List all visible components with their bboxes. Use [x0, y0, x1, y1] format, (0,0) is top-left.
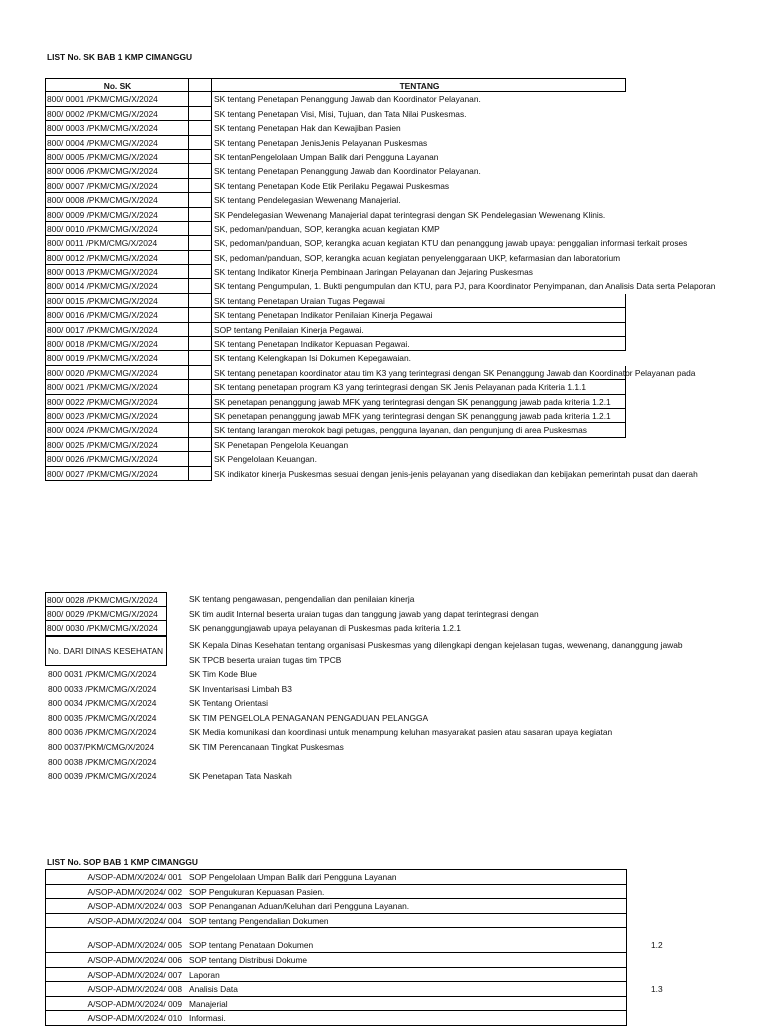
- row-spacer: [189, 136, 212, 150]
- row-spacer: [189, 164, 212, 178]
- sk-number: 800/ 0027 /PKM/CMG/X/2024: [45, 467, 189, 481]
- sk-number: 800/ 0012 /PKM/CMG/X/2024: [45, 251, 189, 265]
- sk-tentang: SK tim audit Internal beserta uraian tugas dan tanggung jawab yang dapat terintegrasi dengan: [189, 608, 539, 619]
- sk-tentang: SK tentang penetapan program K3 yang terintegrasi dengan SK Jenis Pelayanan pada Kriteria 1.1.1: [212, 380, 626, 394]
- sk-tentang: SK tentang larangan merokok bagi petugas, pengguna layanan, dan pengunjung di area Puskesmas: [212, 423, 626, 437]
- sk-number: 800/ 0008 /PKM/CMG/X/2024: [45, 193, 189, 207]
- row-spacer: [189, 121, 212, 135]
- sk-number: 800/ 0013 /PKM/CMG/X/2024: [45, 265, 189, 279]
- sop-tentang: SOP tentang Penataan Dokumen: [185, 928, 627, 953]
- sk-number: 800 0033 /PKM/CMG/X/2024: [48, 683, 157, 694]
- table-row: [45, 870, 627, 885]
- sk-tentang: SK Tentang Orientasi: [189, 698, 268, 709]
- table-row: [45, 899, 627, 914]
- row-spacer: [189, 265, 212, 279]
- sk-tentang: SK tentang Pendelegasian Wewenang Manajerial.: [214, 195, 401, 206]
- sk-tentang: SK tentang Penetapan Indikator Kepuasan Pegawai.: [212, 337, 626, 351]
- sk-tentang: SK tentang Penetapan Uraian Tugas Pegawai: [212, 294, 626, 308]
- sk-number: 800/ 0016 /PKM/CMG/X/2024: [45, 308, 189, 322]
- side-note-1: 1.2: [651, 940, 663, 950]
- row-spacer: [189, 236, 212, 250]
- table-row: [45, 997, 627, 1012]
- row-spacer: [189, 380, 212, 394]
- sop-tentang: SOP Penanganan Aduan/Keluhan dari Pengguna Layanan.: [185, 899, 627, 914]
- row-spacer: [189, 150, 212, 164]
- sk-number: 800/ 0024 /PKM/CMG/X/2024: [45, 423, 189, 437]
- sk-tentang: SK tentang Penetapan Penanggung Jawab dan Koordinator Pelayanan.: [214, 94, 481, 105]
- sk-tentang: SK tentanPengelolaan Umpan Balik dari Pengguna Layanan: [214, 151, 439, 162]
- row-spacer: [189, 193, 212, 207]
- sk-number: 800/ 0023 /PKM/CMG/X/2024: [45, 409, 189, 423]
- sop-tentang: Informasi.: [185, 1011, 627, 1026]
- sk-number: 800 0031 /PKM/CMG/X/2024: [48, 669, 157, 679]
- row-spacer: [189, 409, 212, 423]
- sk-tentang: SK penanggungjawab upaya pelayanan di Puskesmas pada kriteria 1.2.1: [189, 623, 461, 633]
- sop-number: A/SOP-ADM/X/2024/ 008: [45, 982, 185, 997]
- sk-tentang: SK tentang penetapan koordinator atau tim K3 yang terintegrasi dengan SK Penanggung Jawab dan Koordinator Pelayanan pada: [212, 366, 626, 380]
- sop-number: A/SOP-ADM/X/2024/ 009: [45, 997, 185, 1012]
- sk-number: 800/ 0002 /PKM/CMG/X/2024: [45, 107, 189, 121]
- sk-number: 800/ 0011 /PKM/CMG/X/2024: [45, 236, 189, 250]
- sop-tentang: SOP Pengukuran Kepuasan Pasien.: [185, 885, 627, 900]
- sk-tentang: SK tentang Penetapan Penanggung Jawab dan Koordinator Pelayanan.: [214, 166, 481, 177]
- row-spacer: [189, 438, 212, 452]
- sk-tentang: SK tentang Kelengkapan Isi Dokumen Kepegawaian.: [214, 353, 411, 364]
- row-spacer: [189, 467, 212, 481]
- row-spacer: [189, 92, 212, 106]
- dinas-line-2: SK TPCB beserta uraian tugas tim TPCB: [189, 655, 342, 665]
- sk-number: 800/ 0006 /PKM/CMG/X/2024: [45, 164, 189, 178]
- table-row: [45, 1011, 627, 1026]
- table-row: [45, 968, 627, 983]
- sop-tentang: SOP Pengelolaan Umpan Balik dari Pengguna Layanan: [185, 870, 627, 885]
- sk-number: 800 0035 /PKM/CMG/X/2024: [48, 712, 157, 723]
- sk-number: 800/ 0025 /PKM/CMG/X/2024: [45, 438, 189, 452]
- sop-number: A/SOP-ADM/X/2024/ 007: [45, 968, 185, 983]
- row-spacer: [189, 179, 212, 193]
- row-spacer: [189, 251, 212, 265]
- sk-number: 800/ 0015 /PKM/CMG/X/2024: [45, 294, 189, 308]
- sk-number: 800/ 0009 /PKM/CMG/X/2024: [45, 208, 189, 222]
- dinas-label: No. DARI DINAS KESEHATAN: [45, 636, 167, 666]
- sk-tentang: SK tentang pengawasan, pengendalian dan penilaian kinerja: [189, 594, 415, 604]
- sk-tentang: SK tentang Penetapan Visi, Misi, Tujuan, dan Tata Nilai Puskesmas.: [214, 108, 467, 119]
- sk-tentang: SK TIM Perencanaan Tingkat Puskesmas: [189, 742, 344, 752]
- row-spacer: [189, 366, 212, 380]
- row-spacer: [189, 351, 212, 365]
- sop-tentang: SOP tentang Distribusi Dokume: [185, 953, 627, 968]
- sk-number: 800/ 0003 /PKM/CMG/X/2024: [45, 121, 189, 135]
- sk-tentang: SK penetapan penanggung jawab MFK yang terintegrasi dengan SK penanggung jawab pada kriteria 1.2.1: [212, 409, 626, 423]
- sk-tentang: SK tentang Penetapan Hak dan Kewajiban Pasien: [214, 123, 401, 134]
- sk-number: 800/ 0005 /PKM/CMG/X/2024: [45, 150, 189, 164]
- sk-number: 800/ 0018 /PKM/CMG/X/2024: [45, 337, 189, 351]
- row-spacer: [189, 222, 212, 236]
- sk-tentang: SK tentang Penetapan Indikator Penilaian Kinerja Pegawai: [212, 308, 626, 322]
- sk-number: 800/ 0019 /PKM/CMG/X/2024: [45, 351, 189, 365]
- sk-number: 800/ 0029 /PKM/CMG/X/2024: [45, 607, 167, 622]
- row-spacer: [189, 279, 212, 293]
- dinas-line-1: SK Kepala Dinas Kesehatan tentang organisasi Puskesmas yang dilengkapi dengan kejelasan tugas, wewenang, dananggung jawab: [189, 640, 683, 650]
- table-row: [45, 914, 627, 929]
- table-row: [45, 982, 627, 997]
- sop-number: A/SOP-ADM/X/2024/ 001: [45, 870, 185, 885]
- sk-tentang: SK tentang Pengumpulan, 1. Bukti pengumpulan dan KTU, para PJ, para Koordinator Penyimpanan, dan Analisis Data serta Pelaporan: [214, 281, 716, 292]
- sk-number: 800/ 0014 /PKM/CMG/X/2024: [45, 279, 189, 293]
- sk-tentang: SK Penetapan Tata Naskah: [189, 771, 292, 782]
- row-spacer: [189, 294, 212, 308]
- row-spacer: [189, 107, 212, 121]
- sk-number: 800/ 0028 /PKM/CMG/X/2024: [45, 592, 167, 607]
- sop-table: [45, 869, 627, 1026]
- table-row: [45, 885, 627, 900]
- sk-number: 800/ 0022 /PKM/CMG/X/2024: [45, 395, 189, 409]
- header-no-sk: No. SK: [45, 78, 189, 92]
- sk-tentang: SK tentang Indikator Kinerja Pembinaan Jaringan Pelayanan dan Jejaring Puskesmas: [214, 267, 533, 278]
- sop-number: A/SOP-ADM/X/2024/ 005: [45, 928, 185, 953]
- table-row: [45, 928, 627, 953]
- sk-number: 800/ 0001 /PKM/CMG/X/2024: [45, 92, 189, 106]
- sk-tentang: SK Penetapan Pengelola Keuangan: [214, 439, 349, 450]
- sop-list-title: LIST No. SOP BAB 1 KMP CIMANGGU: [47, 857, 198, 867]
- sop-number: A/SOP-ADM/X/2024/ 010: [45, 1011, 185, 1026]
- row-spacer: [189, 308, 212, 322]
- row-spacer: [189, 395, 212, 409]
- sk-number: 800 0036 /PKM/CMG/X/2024: [48, 727, 157, 738]
- sk-number: 800/ 0026 /PKM/CMG/X/2024: [45, 452, 189, 466]
- sk-number: 800/ 0010 /PKM/CMG/X/2024: [45, 222, 189, 236]
- row-spacer: [189, 423, 212, 437]
- sop-number: A/SOP-ADM/X/2024/ 004: [45, 914, 185, 929]
- table-row: [45, 953, 627, 968]
- row-spacer: [189, 208, 212, 222]
- sk-number: 800 0034 /PKM/CMG/X/2024: [48, 698, 157, 709]
- sop-number: A/SOP-ADM/X/2024/ 006: [45, 953, 185, 968]
- sk-number: 800/ 0020 /PKM/CMG/X/2024: [45, 366, 189, 380]
- sk-tentang: SOP tentang Penilaian Kinerja Pegawai.: [212, 323, 626, 337]
- sk-tentang: SK, pedoman/panduan, SOP, kerangka acuan kegiatan KMP: [214, 223, 440, 234]
- sk-number: 800 0037/PKM/CMG/X/2024: [48, 742, 155, 752]
- sk-tentang: SK Pendelegasian Wewenang Manajerial dapat terintegrasi dengan SK Pendelegasian Wewenang Klinis.: [214, 209, 606, 220]
- row-spacer: [189, 337, 212, 351]
- sk-tentang: SK indikator kinerja Puskesmas sesuai dengan jenis-jenis pelayanan yang disediakan dan kebijakan pemerintah pusat dan daerah: [214, 468, 698, 479]
- sop-number: A/SOP-ADM/X/2024/ 003: [45, 899, 185, 914]
- sk-tentang: SK Pengelolaan Keuangan.: [214, 454, 317, 465]
- sk-number: 800/ 0004 /PKM/CMG/X/2024: [45, 136, 189, 150]
- header-tentang: TENTANG: [212, 78, 626, 92]
- sk-number: 800/ 0021 /PKM/CMG/X/2024: [45, 380, 189, 394]
- sk-tentang: SK tentang Penetapan Kode Etik Perilaku Pegawai Puskesmas: [214, 180, 450, 191]
- sk-tentang: SK, pedoman/panduan, SOP, kerangka acuan kegiatan penyelenggaraan UKP, kefarmasian dan laboratorium: [214, 252, 621, 263]
- row-spacer: [189, 452, 212, 466]
- sk-number: 800 0038 /PKM/CMG/X/2024: [48, 756, 157, 767]
- sk-tentang: SK Inventarisasi Limbah B3: [189, 683, 292, 694]
- sop-tentang: SOP tentang Pengendalian Dokumen: [185, 914, 627, 929]
- sk-number: 800/ 0017 /PKM/CMG/X/2024: [45, 323, 189, 337]
- header-spacer: [189, 78, 212, 92]
- sop-tentang: Laporan: [185, 968, 627, 983]
- side-note-2: 1.3: [651, 984, 663, 994]
- sk-tentang: SK tentang Penetapan JenisJenis Pelayanan Puskesmas: [214, 137, 428, 148]
- sop-tentang: Analisis Data: [185, 982, 627, 997]
- sk-number: 800/ 0007 /PKM/CMG/X/2024: [45, 179, 189, 193]
- sk-tentang: SK, pedoman/panduan, SOP, kerangka acuan kegiatan KTU dan penanggung jawab upaya: penggalian informasi terkait proses: [214, 238, 688, 249]
- sop-tentang: Manajerial: [185, 997, 627, 1012]
- sop-number: A/SOP-ADM/X/2024/ 002: [45, 885, 185, 900]
- sk-tentang: SK TIM PENGELOLA PENAGANAN PENGADUAN PELANGGA: [189, 712, 429, 723]
- sk-tentang: SK penetapan penanggung jawab MFK yang terintegrasi dengan SK penanggung jawab pada kriteria 1.2.1: [212, 395, 626, 409]
- row-spacer: [189, 323, 212, 337]
- sk-number: 800/ 0030 /PKM/CMG/X/2024: [45, 621, 167, 636]
- sk-list-title: LIST No. SK BAB 1 KMP CIMANGGU: [47, 52, 193, 62]
- sk-tentang: SK Tim Kode Blue: [189, 669, 257, 679]
- sk-number: 800 0039 /PKM/CMG/X/2024: [48, 771, 157, 782]
- sk-tentang: SK Media komunikasi dan koordinasi untuk menampung keluhan masyarakat pasien atau sasaran upaya kegiatan: [189, 727, 613, 738]
